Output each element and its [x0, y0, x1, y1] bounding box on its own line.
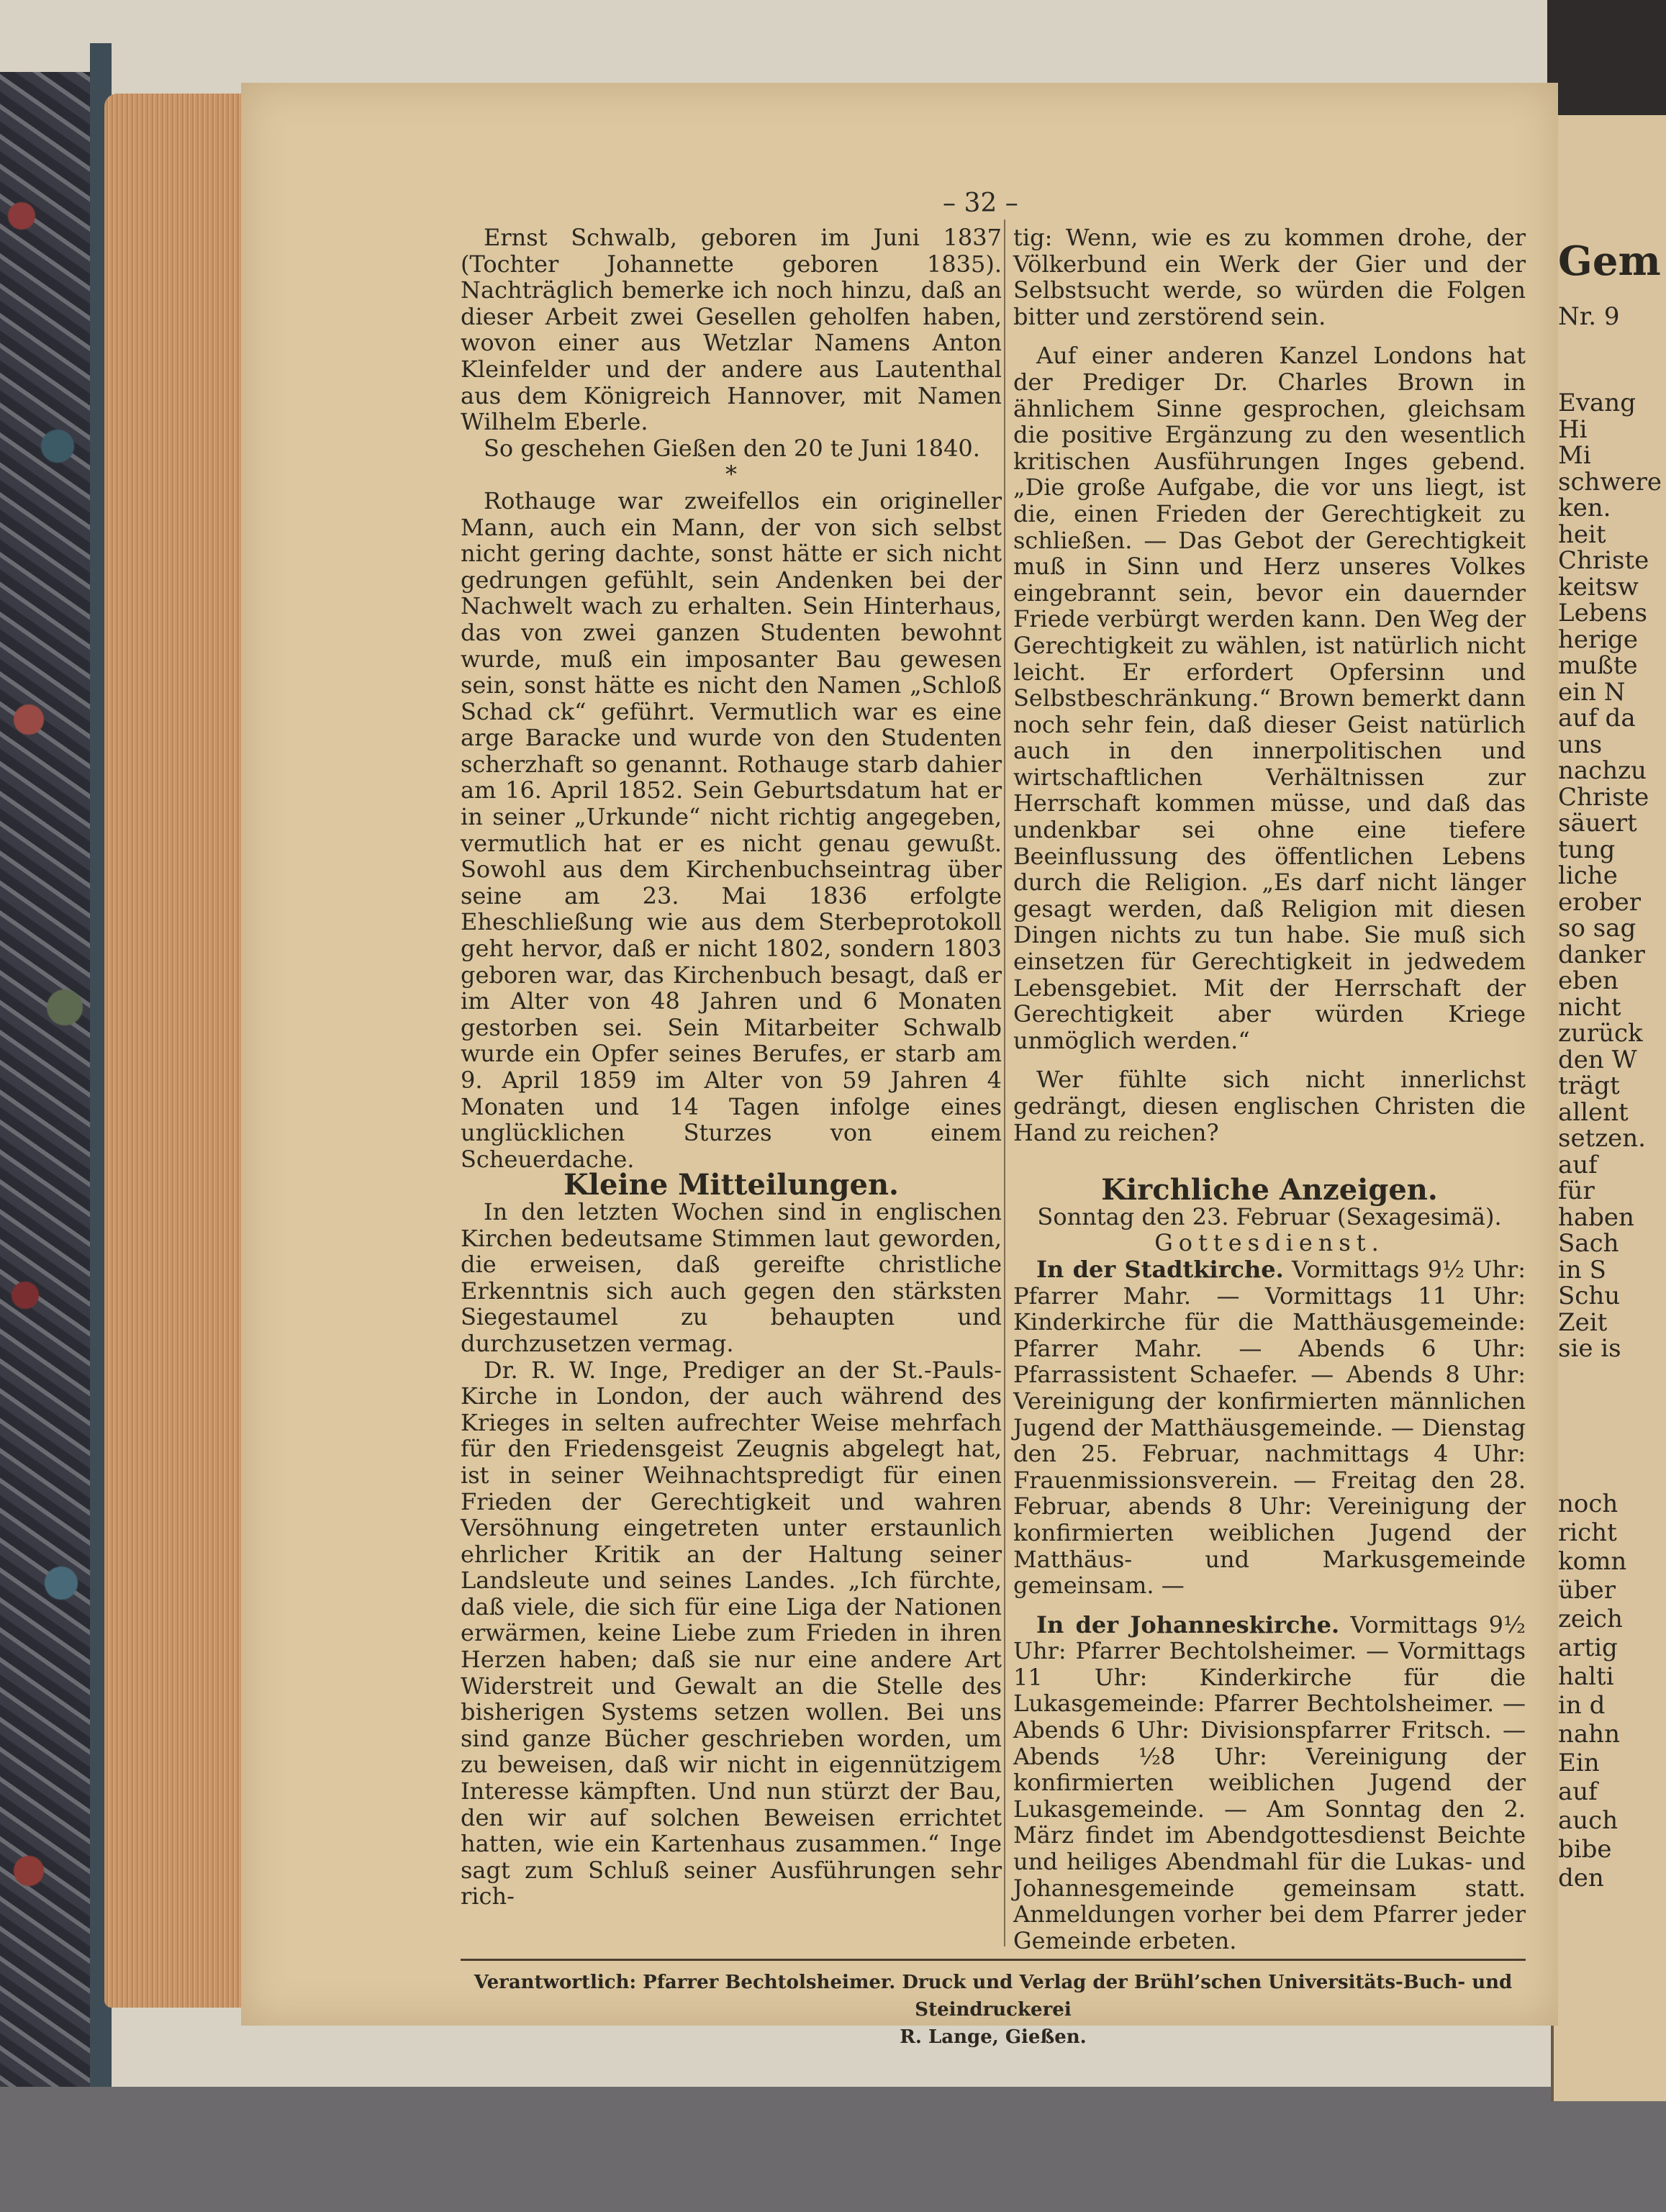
facing-page-fragment: erober	[1558, 887, 1641, 917]
separator-star: *	[725, 461, 737, 489]
facing-page-fragment: Lebens	[1558, 599, 1647, 627]
facing-page-fragment: Mi	[1558, 441, 1591, 470]
column-divider	[1004, 219, 1005, 1946]
facing-page-fragment: auch	[1558, 1806, 1619, 1835]
facing-page-fragment: nachzu	[1558, 756, 1647, 785]
facing-page-fragment: uns	[1558, 730, 1603, 759]
facing-page-fragment: schwere	[1558, 467, 1662, 497]
facing-page-fragment: zurück	[1558, 1019, 1643, 1048]
facing-page-fragment: tung	[1558, 835, 1616, 864]
facing-page-fragment: den	[1558, 1864, 1604, 1893]
facing-page-fragment: Hi	[1558, 414, 1588, 444]
church-label: In der Johanneskirche.	[1036, 1610, 1340, 1638]
facing-page-fragment: ken.	[1558, 494, 1611, 522]
paragraph: Dr. R. W. Inge, Prediger an der St.-Pauls-Kirche in London, der auch während des Krieges in selten aufrechter Weise mehrfach für den Friedensgeist Zeugnis abgelegt hat, ist in seiner Weihnachtspredigt für einen Frieden der Gerechtigkeit und wahren Versöhnung eingetreten unter erstaunlich ehrlicher Kritik an der Haltung seiner Landsleute und seines Landes. „Ich fürchte, daß viele, die sich für eine Liga der Nationen erwärmen, keine Liebe zum Frieden in ihren Herzen haben; daß sie nur eine andere Art Widerstreit und Gewalt an die Stelle des bisherigen Systems setzen wollen. Bei uns sind ganze Bücher geschrieben worden, um zu beweisen, daß wir nicht in eigennützigem Interesse kämpften. Und nun stürzt der Bau, den wir auf solchen Beweisen errichtet hatten, wie ein Kartenhaus zusammen.“ Inge sagt zum Schluß seiner Ausführungen sehr rich-	[461, 1356, 1002, 1910]
footer	[461, 1969, 1526, 2051]
facing-page-fragment: liche	[1558, 861, 1618, 890]
signature-line: So geschehen Gießen den 20 te Juni 1840.	[484, 434, 980, 462]
facing-page-fragment: Christe	[1558, 782, 1649, 812]
facing-page-fragment: in S	[1558, 1255, 1606, 1284]
facing-page-fragment: Evang	[1558, 389, 1636, 417]
facing-page-fragment: Sach	[1558, 1229, 1619, 1258]
facing-page-fragment: so sag	[1558, 914, 1636, 943]
facing-page-fragment: halti	[1558, 1662, 1614, 1691]
facing-page-fragment: Christe	[1558, 546, 1649, 575]
section-heading: Kleine Mitteilungen.	[563, 1168, 899, 1202]
right-column	[1013, 225, 1526, 1954]
facing-page-fragment: nahn	[1558, 1720, 1620, 1749]
paragraph: Ernst Schwalb, geboren im Juni 1837 (Tochter Johannette geboren 1835). Nachträglich bemerke ich noch hinzu, daß an dieser Arbeit zwei Gesellen geholfen haben, wovon einer aus Wetzlar Namens Anton Kleinfelder und der andere aus Lautenthal aus dem Königreich Hannover, mit Namen Wilhelm Eberle.	[461, 224, 1002, 436]
facing-page-fragment: keitsw	[1558, 572, 1639, 602]
facing-page-fragment: den W	[1558, 1045, 1637, 1074]
section-heading: Kirchliche Anzeigen.	[1101, 1173, 1438, 1207]
facing-page-fragment: setzen.	[1558, 1124, 1646, 1153]
facing-page-fragment: eben	[1558, 966, 1619, 995]
paragraph: tig: Wenn, wie es zu kommen drohe, der Völkerbund ein Werk der Gier und der Selbstsucht werde, so würden die Folgen bitter und zerstörend sein.	[1013, 224, 1526, 330]
facing-page-fragment: Gem	[1558, 237, 1661, 285]
facing-page-fragment: auf	[1558, 1150, 1598, 1179]
page-number: – 32 –	[943, 189, 1018, 218]
footer-line: R. Lange, Gießen.	[900, 2026, 1087, 2048]
date-line: Sonntag den 23. Februar (Sexagesimä).	[1037, 1202, 1502, 1230]
facing-page-fragment: richt	[1558, 1518, 1617, 1547]
facing-page-fragment: auf da	[1558, 704, 1636, 733]
paragraph: Wer fühlte sich nicht innerlichst gedrängt, diesen englischen Christen die Hand zu reichen?	[1013, 1066, 1526, 1146]
facing-page-fragment: haben	[1558, 1202, 1634, 1232]
facing-page-fragment: trägt	[1558, 1071, 1620, 1100]
paragraph	[1013, 1612, 1526, 1954]
facing-page-fragment: Zeit	[1558, 1307, 1608, 1337]
facing-page-fragment: in d	[1558, 1691, 1606, 1720]
paragraph: Rothauge war zweifellos ein origineller Mann, auch ein Mann, der von sich selbst nicht gering dachte, sonst hätte er sich nicht gedrungen gefühlt, sein Andenken bei der Nachwelt wach zu erhalten. Sein Hinterhaus, das von zwei ganzen Studenten bewohnt wurde, muß ein imposanter Bau gewesen sein, sonst hätte es nicht den Namen „Schloß Schad ck“ geführt. Vermutlich war es eine arge Baracke und wurde von den Studenten scherzhaft so genannt. Rothauge starb dahier am 16. April 1852. Sein Geburtsdatum hat er in seiner „Urkunde“ nicht richtig angegeben, vermutlich hat er es nicht genau gewußt. Sowohl aus dem Kirchenbuchseintrag über seine am 23. Mai 1836 erfolgte Eheschließung wie aus dem Sterbeprotokoll geht hervor, daß er nicht 1802, sondern 1803 geboren war, das Kirchenbuch besagt, daß er im Alter von 48 Jahren und 6 Monaten gestorben sei. Sein Mitarbeiter Schwalb wurde ein Opfer seines Berufes, er starb am 9. April 1859 im Alter von 59 Jahren 4 Monaten und 14 Tagen infolge eines unglücklichen Sturzes von einem Scheuerdache.	[461, 486, 1002, 1173]
facing-page-fragment: Nr. 9	[1558, 302, 1620, 331]
facing-page-fragment: herige	[1558, 625, 1639, 654]
table-surface	[0, 2087, 1666, 2212]
facing-page-fragment: bibe	[1558, 1835, 1612, 1864]
facing-page-fragment: allent	[1558, 1097, 1629, 1127]
facing-page-fragment: säuert	[1558, 809, 1637, 838]
facing-page-fragment: artig	[1558, 1633, 1618, 1662]
facing-page-fragment: ein N	[1558, 677, 1626, 707]
facing-page-fragment: heit	[1558, 520, 1606, 549]
marbled-board	[0, 72, 94, 2212]
facing-page-fragment: für	[1558, 1177, 1595, 1205]
paragraph	[1013, 1256, 1526, 1599]
facing-page-fragment: Ein	[1558, 1749, 1600, 1777]
facing-page-fragment: sie is	[1558, 1334, 1621, 1363]
shadow-area	[1547, 0, 1666, 119]
facing-page	[1551, 115, 1666, 2101]
facing-page-fragment: über	[1558, 1576, 1616, 1605]
facing-page-fragment: zeich	[1558, 1605, 1623, 1633]
paragraph: Auf einer anderen Kanzel Londons hat der Prediger Dr. Charles Brown in ähnlichem Sinne gesprochen, gleichsam die positive Ergänzung zu den wesentlich kritischen Ausführungen Inges gebend. „Die große Aufgabe, die vor uns liegt, ist die, einen Frieden der Gerechtigkeit zu schließen. — Das Gebot der Gerechtigkeit muß in Sinn und Herz unseres Volkes eingebrannt sein, bevor ein dauernder Friede verbürgt werden kann. Den Weg der Gerechtigkeit zu wählen, ist natürlich nicht leicht. Er erfordert Opfersinn und Selbstbeschränkung.“ Brown bemerkt dann noch sehr fein, daß dieser Geist natürlich auch in den innerpolitischen und wirtschaftlichen Verhältnissen zur Herrschaft kommen müsse, und daß das undenkbar sei ohne eine tiefere Beeinflussung des öffentlichen Lebens durch die Religion. „Es darf nicht länger gesagt werden, daß Religion mit diesen Dingen nichts zu tun habe. Sie muß sich einsetzen für Gerechtigkeit in jedwedem Lebensgebiet. Mit der Herrschaft der Gerechtigkeit aber würden Kriege unmöglich werden.“	[1013, 342, 1526, 1054]
footer-line: Verantwortlich: Pfarrer Bechtolsheimer. Druck und Verlag der Brühl’schen Universitäts-Buch- und Steindruckerei	[474, 1972, 1513, 2021]
facing-page-fragment: noch	[1558, 1490, 1619, 1518]
paragraph-text: Vormittags 9½ Uhr: Pfarrer Bechtolsheimer. — Vormittags 11 Uhr: Kinderkirche für die Lukasgemeinde: Pfarrer Bechtolsheimer. — Abends 6 Uhr: Divisionspfarrer Fritsch. — Abends ½8 Uhr: Vereinigung der konfirmierten weiblichen Jugend der Lukasgemeinde. — Am Sonntag den 2. März findet im Abendgottesdienst Beichte und heiliges Abendmahl für die Lukas- und Johannesgemeinde gemeinsam statt. Anmeldungen vorher bei dem Pfarrer jeder Gemeinde erbeten.	[1013, 1610, 1526, 1954]
facing-page-fragment: auf	[1558, 1777, 1598, 1806]
facing-page-fragment: komn	[1558, 1547, 1627, 1576]
footer-rule	[461, 1959, 1526, 1961]
facing-page-fragment: mußte	[1558, 651, 1638, 680]
page-edges	[104, 94, 248, 2008]
subheading: Gottesdienst.	[1154, 1229, 1385, 1257]
church-label: In der Stadtkirche.	[1036, 1255, 1284, 1283]
facing-page-fragment: danker	[1558, 940, 1645, 969]
paragraph: In den letzten Wochen sind in englischen Kirchen bedeutsame Stimmen laut geworden, die erweisen, daß gereifte christliche Erkenntnis sich auch gegen den stärksten Siegestaumel zu behaupten und durchzusetzen vermag.	[461, 1197, 1002, 1357]
left-column	[461, 225, 1002, 1910]
facing-page-fragment: nicht	[1558, 992, 1621, 1022]
paragraph-text: Vormittags 9½ Uhr: Pfarrer Mahr. — Vormittags 11 Uhr: Kinderkirche für die Matthäusgemeinde: Pfarrer Mahr. — Abends 6 Uhr: Pfarrassistent Schaefer. — Abends 8 Uhr: Vereinigung der konfirmierten männlichen Jugend der Matthäusgemeinde. — Dienstag den 25. Februar, nachmittags 4 Uhr: Frauenmissionsverein. — Freitag den 28. Februar, abends 8 Uhr: Vereinigung der konfirmierten weiblichen Jugend der Matthäus- und Markusgemeinde gemeinsam. —	[1013, 1255, 1526, 1600]
facing-page-fragment: Schu	[1558, 1282, 1621, 1310]
